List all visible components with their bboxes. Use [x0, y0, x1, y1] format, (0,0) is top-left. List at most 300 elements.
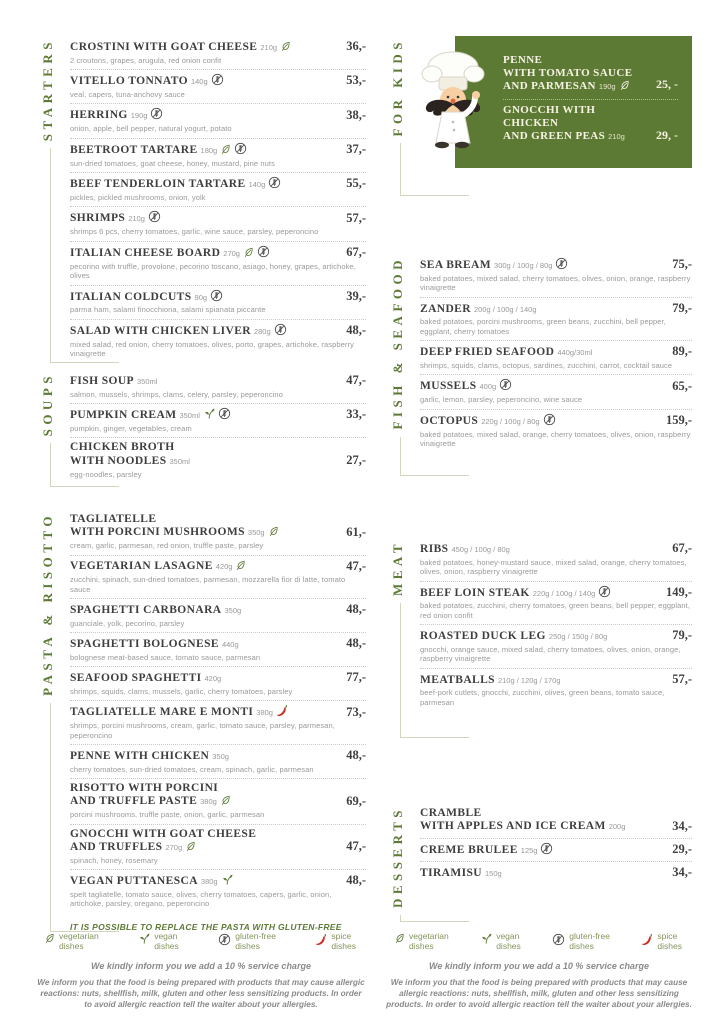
section-fish-rail — [386, 254, 420, 476]
vegetarian-icon — [235, 560, 246, 571]
section-soups — [36, 370, 366, 487]
item-price: 47,- — [346, 558, 366, 573]
menu-item-title-row — [420, 378, 692, 393]
section-label-fish-seafood: FISH & SEAFOOD — [390, 256, 405, 430]
item-title-text: PUMPKIN CREAM — [70, 409, 177, 422]
menu-item — [70, 36, 366, 70]
legend-label — [59, 932, 99, 952]
item-price: 77,- — [346, 670, 366, 685]
menu-item-title-row — [70, 670, 366, 685]
legend-label — [409, 932, 449, 952]
meat-item-list — [420, 538, 692, 738]
dish-type-legend — [386, 932, 692, 952]
item-title-line — [420, 413, 660, 428]
item-title — [70, 638, 340, 651]
menu-item — [70, 633, 366, 667]
item-description: onion, apple, bell pepper, natural yogurt, potato — [70, 124, 232, 134]
item-weight: 210g — [260, 42, 278, 52]
gluten-free-icon — [257, 245, 270, 258]
item-description: parma ham, salami finocchiona, salami spianata piccante — [70, 305, 266, 315]
item-title — [70, 513, 340, 540]
item-title-text: BEEF LOIN STEAK — [420, 586, 530, 599]
gluten-free-icon — [540, 842, 553, 855]
item-weight: 250g / 150g / 80g — [548, 632, 608, 642]
section-soups-rail — [36, 370, 70, 487]
section-pasta-risotto — [36, 510, 366, 932]
item-title-line — [70, 841, 340, 854]
menu-item — [70, 404, 366, 438]
section-meat-rail — [386, 538, 420, 738]
item-title-text: VITELLO TONNATO — [70, 75, 188, 88]
item-title — [70, 375, 340, 388]
item-price: 27,- — [346, 453, 366, 468]
menu-item — [70, 207, 366, 241]
gluten-free-replacement-note: IT IS POSSIBLE TO REPLACE THE PASTA WITH GLUTEN-FREE — [70, 922, 342, 932]
item-title-line — [70, 455, 340, 468]
item-description: veal, capers, tuna-anchovy sauce — [70, 89, 185, 99]
item-price: 34,- — [672, 818, 692, 833]
item-price: 48,- — [346, 748, 366, 763]
menu-item — [420, 341, 692, 375]
kids-content — [420, 36, 692, 196]
item-title-line — [70, 828, 340, 841]
item-description: spinach, honey, rosemary — [70, 855, 158, 865]
item-title-text: WITH TOMATO SAUCE — [503, 66, 633, 79]
section-label-soups: SOUPS — [40, 372, 55, 437]
vegetarian-icon — [220, 144, 231, 155]
desserts-item-list — [420, 804, 692, 922]
item-price: 47,- — [346, 839, 366, 854]
item-price: 39,- — [346, 288, 366, 303]
item-title-line — [420, 585, 660, 600]
gluten-free-icon — [268, 176, 281, 189]
menu-item — [70, 667, 366, 701]
item-weight: 380g — [256, 708, 273, 718]
menu-item — [420, 298, 692, 342]
menu-item — [420, 862, 692, 884]
item-weight: 270g — [165, 843, 183, 853]
item-title — [70, 176, 340, 191]
service-charge-note: We kindly inform you we add a 10 % service charge — [91, 960, 311, 971]
item-price: 79,- — [672, 300, 692, 315]
vegan-icon — [480, 933, 492, 945]
item-price: 89,- — [672, 344, 692, 359]
item-title-text: WITH PORCINI MUSHROOMS — [70, 526, 245, 539]
item-title-line — [70, 142, 340, 157]
item-title-text: ROASTED DUCK LEG — [420, 630, 546, 643]
item-description: baked potatoes, mixed salad, orange, cherry tomatoes, olives, onion, raspberry vinaigrette — [420, 429, 691, 449]
item-weight: 380g — [200, 877, 218, 887]
vegetarian-icon — [268, 526, 279, 537]
menu-column-left — [36, 0, 366, 1024]
item-title — [70, 142, 340, 157]
item-title-line — [420, 303, 666, 316]
item-title-text: SPAGHETTI BOLOGNESE — [70, 637, 219, 650]
item-title-text: FISH SOUP — [70, 374, 134, 387]
chef-mascot-illustration — [409, 50, 499, 152]
menu-item — [70, 286, 366, 320]
menu-item — [420, 538, 692, 582]
item-weight: 350g — [224, 605, 242, 615]
section-starters — [36, 36, 366, 363]
item-title — [70, 672, 340, 685]
item-description: mixed salad, red onion, cherry tomatoes, olives, porto, grapes, artichoke, raspberry vinaigrette — [70, 339, 354, 359]
vegan-icon — [221, 874, 233, 886]
section-meat — [386, 538, 692, 738]
menu-item-title-row — [70, 73, 366, 88]
item-title-line — [70, 638, 340, 651]
gluten-free-icon — [211, 73, 224, 86]
item-price: 25, - — [656, 77, 678, 92]
item-weight: 380g — [200, 797, 217, 807]
menu-item — [70, 242, 366, 286]
item-title-line — [420, 630, 666, 643]
item-title-line — [70, 323, 340, 338]
legend-label-line: spice — [657, 931, 678, 941]
spice-icon — [641, 933, 653, 946]
item-title-text: PENNE WITH CHICKEN — [70, 749, 210, 762]
legend-label — [235, 932, 276, 952]
vegan-icon — [203, 408, 215, 420]
item-description: pecorino with truffle, provolone, pecorino toscano, asiago, honey, grapes, artichoke, olives — [70, 261, 356, 281]
item-title — [70, 704, 340, 719]
item-title-line — [70, 245, 340, 260]
gluten-free-icon — [543, 413, 556, 426]
gluten-free-icon — [210, 289, 223, 302]
item-title-line — [70, 375, 340, 388]
item-price: 73,- — [346, 704, 366, 719]
spice-icon — [276, 704, 288, 717]
item-title-text: SHRIMPS — [70, 212, 126, 225]
item-title-line — [70, 704, 340, 719]
gluten-free-icon — [552, 933, 565, 946]
item-weight: 220g / 100g / 80g — [481, 416, 540, 426]
item-title-text: AND GREEN PEAS — [503, 129, 606, 142]
item-description: garlic, lemon, parsley, peperoncino, wine sauce — [420, 395, 583, 405]
item-description: baked potatoes, honey-mustard sauce, mixed salad, orange, cherry tomatoes, olives, onion, raspberry vinaigrette — [420, 557, 687, 577]
menu-item-title-row — [70, 39, 366, 54]
section-label-starters: STARTERS — [40, 38, 55, 142]
section-pasta-rail — [36, 510, 70, 932]
item-title — [420, 257, 666, 272]
legend-label — [496, 932, 521, 952]
item-title — [420, 674, 666, 687]
item-weight: 190g — [598, 81, 616, 91]
item-title — [70, 73, 340, 88]
menu-item-title-row — [70, 636, 366, 651]
allergy-note: We inform you that the food is being prepared with products that may cause allergic reactions: nuts, shellfish, milk, gluten and other less sensitizing products. In order to avoid allergic reaction tell the waiter about your allergies. — [37, 977, 365, 1009]
legend-label-line: gluten-free — [569, 931, 610, 941]
menu-item-title-row — [70, 782, 366, 809]
gluten-free-icon — [148, 210, 161, 223]
legend-label-line: vegetarian — [59, 931, 99, 941]
item-title-line — [70, 604, 340, 617]
item-weight: 450g / 100g / 80g — [451, 544, 510, 554]
item-price: 48,- — [346, 323, 366, 338]
menu-item — [70, 139, 366, 173]
menu-item — [420, 804, 692, 839]
section-label-pasta-risotto: PASTA & RISOTTO — [40, 512, 55, 696]
legend-label — [569, 932, 610, 952]
item-weight: 350ml — [169, 456, 190, 466]
menu-item — [70, 870, 366, 913]
vegetarian-icon — [280, 41, 291, 52]
fish-item-list — [420, 254, 692, 476]
vegan-icon — [138, 933, 150, 945]
legend-label — [154, 932, 179, 952]
item-title-text: CROSTINI WITH GOAT CHEESE — [70, 40, 258, 53]
item-title-line — [70, 782, 340, 795]
item-title-text: SEAFOOD SPAGHETTI — [70, 671, 202, 684]
menu-item-title-row — [70, 210, 366, 225]
item-title-line — [70, 513, 340, 526]
item-title-text: AND TRUFFLE PASTE — [70, 795, 198, 808]
item-title-line — [70, 750, 340, 763]
item-description: shrimps 6 pcs, cherry tomatoes, garlic, wine sauce, parsley, peperoncino — [70, 227, 319, 237]
gluten-free-icon — [218, 407, 231, 420]
item-price: 29,- — [672, 841, 692, 856]
item-title — [70, 107, 340, 122]
legend-entry-vegetarian — [44, 932, 99, 952]
item-weight: 270g — [223, 248, 240, 258]
menu-item — [70, 779, 366, 825]
item-title-line — [70, 73, 340, 88]
item-price: 37,- — [346, 142, 366, 157]
item-title-line — [70, 107, 340, 122]
item-title — [70, 441, 340, 468]
legend-label-line: dishes — [331, 940, 356, 951]
item-title — [70, 41, 340, 54]
item-weight: 190g — [130, 111, 148, 121]
item-price: 53,- — [346, 73, 366, 88]
item-weight: 140g — [248, 180, 266, 190]
item-weight: 180g — [200, 145, 218, 155]
item-weight: 350ml — [179, 411, 200, 421]
dish-type-legend — [36, 932, 366, 952]
item-title — [70, 828, 340, 855]
gluten-free-icon — [499, 378, 512, 391]
section-label-desserts: DESSERTS — [390, 806, 405, 909]
gluten-free-icon — [274, 323, 287, 336]
item-title-text: SALAD WITH CHICKEN LIVER — [70, 324, 251, 337]
item-title — [70, 750, 340, 763]
menu-item — [420, 625, 692, 669]
item-title-text: ITALIAN CHEESE BOARD — [70, 246, 221, 259]
section-for-kids — [386, 36, 692, 196]
item-title-text: WITH NOODLES — [70, 454, 167, 467]
item-title-line — [70, 210, 340, 225]
menu-item — [70, 510, 366, 556]
menu-item-title-row — [70, 142, 366, 157]
item-title — [420, 413, 660, 428]
item-title-line — [420, 674, 666, 687]
menu-item-title-row — [70, 373, 366, 388]
item-description: cream, garlic, parmesan, red onion, truffle paste, parsley — [70, 541, 264, 551]
item-weight: 200g / 100g / 140g — [473, 304, 537, 314]
item-title-text: TIRAMISU — [420, 866, 482, 879]
menu-item — [70, 320, 366, 363]
item-title-text: AND TRUFFLES — [70, 841, 163, 854]
item-description: gnocchi, orange sauce, mixed salad, cherry tomatoes, olives, onion, orange, raspberry vinaigrette — [420, 644, 681, 664]
legend-label — [331, 932, 356, 952]
legend-label-line: dishes — [59, 940, 84, 951]
item-price: 38,- — [346, 107, 366, 122]
item-description: guanciale, yolk, pecorino, parsley — [70, 618, 185, 628]
item-title-line — [420, 346, 666, 359]
menu-item-title-row — [420, 257, 692, 272]
vegetarian-icon — [44, 933, 55, 944]
item-title — [503, 104, 650, 142]
item-price: 33,- — [346, 407, 366, 422]
menu-item — [420, 582, 692, 626]
menu-item — [70, 104, 366, 138]
menu-item-title-row — [420, 865, 692, 880]
menu-item — [70, 599, 366, 633]
item-title — [503, 54, 650, 92]
item-title-line — [420, 543, 666, 556]
item-description: spelt tagliatelle, tomato sauce, olives, cherry tomatoes, capers, garlic, onion, artichoke, parsley, oregano, peperoncino — [70, 889, 332, 909]
item-weight: 210g — [608, 131, 625, 141]
item-title-text: VEGETARIAN LASAGNE — [70, 560, 213, 573]
menu-item — [420, 839, 692, 862]
item-weight: 90g — [194, 292, 208, 302]
item-weight: 220g / 100g / 140g — [532, 588, 596, 598]
legend-label-line: dishes — [657, 940, 682, 951]
item-title-line — [70, 407, 340, 422]
item-title-line — [503, 67, 650, 80]
menu-item — [70, 370, 366, 404]
legend-entry-vegan — [480, 932, 521, 952]
legend-label-line: spice — [331, 931, 352, 941]
item-description: 2 croutons, grapes, arugula, red onion confit — [70, 55, 222, 65]
item-title — [420, 867, 666, 880]
item-weight: 350ml — [137, 376, 158, 386]
menu-item-title-row — [70, 107, 366, 122]
item-title-text: ZANDER — [420, 302, 471, 315]
item-title — [420, 842, 666, 857]
footer-left — [36, 932, 366, 1010]
menu-item-title-row — [70, 602, 366, 617]
vegetarian-icon — [243, 247, 254, 258]
vegetarian-icon — [394, 933, 405, 944]
item-description: shrimps, porcini mushrooms, cream, garlic, tomato sauce, parsley, parmesan, peperoncino — [70, 721, 335, 740]
item-price: 69,- — [346, 793, 366, 808]
menu-item-title-row — [420, 344, 692, 359]
item-title-line — [70, 560, 340, 573]
menu-item — [70, 556, 366, 600]
item-price: 34,- — [672, 864, 692, 879]
menu-item — [503, 100, 678, 149]
item-title-line — [420, 807, 666, 820]
item-title-line — [503, 54, 650, 67]
item-title-text: PENNE — [503, 54, 543, 66]
item-price: 75,- — [672, 257, 692, 272]
legend-entry-gluten-free — [218, 932, 276, 952]
vegetarian-icon — [619, 80, 630, 91]
item-description: shrimps, squids, clams, octopus, sardines, zucchini, carrot, cocktail sauce — [420, 360, 673, 370]
item-title — [420, 378, 666, 393]
item-description: pickles, pickled mushrooms, onion, yolk — [70, 192, 206, 202]
item-price: 159,- — [665, 413, 692, 428]
item-weight: 400g — [479, 382, 497, 392]
menu-item — [420, 669, 692, 712]
item-title-line — [70, 176, 340, 191]
item-weight: 140g — [190, 77, 208, 87]
item-title-line — [70, 289, 340, 304]
item-weight: 440g/30ml — [557, 348, 593, 358]
item-title-text: TAGLIATELLE MARE E MONTI — [70, 706, 254, 719]
gluten-free-icon — [218, 933, 231, 946]
item-title-text: CRAMBLE — [420, 807, 482, 819]
item-title — [70, 782, 340, 809]
menu-item — [420, 254, 692, 298]
legend-entry-spice — [315, 932, 356, 952]
item-weight: 350g — [247, 528, 265, 538]
menu-item — [420, 410, 692, 453]
item-price: 48,- — [346, 602, 366, 617]
item-title-line — [420, 842, 666, 857]
item-description: baked potatoes, porcini mushrooms, green beans, zucchini, bell pepper, eggplant, cherry tomatoes — [420, 317, 666, 336]
legend-label-line: dishes — [154, 940, 179, 951]
legend-label-line: dishes — [235, 940, 260, 951]
item-weight: 350g — [212, 751, 229, 761]
menu-item-title-row — [420, 413, 692, 428]
pasta-item-list — [70, 510, 366, 913]
item-title-text: SEA BREAM — [420, 259, 492, 271]
item-title-line — [70, 441, 340, 454]
item-title-text: OCTOPUS — [420, 414, 479, 427]
section-desserts-rail — [386, 804, 420, 922]
menu-item — [503, 50, 678, 100]
pasta-content — [70, 510, 366, 932]
menu-item-title-row — [70, 441, 366, 468]
item-title — [70, 560, 340, 573]
item-title — [420, 303, 666, 316]
item-title — [420, 807, 666, 834]
menu-item — [70, 745, 366, 779]
menu-item-title-row — [420, 301, 692, 316]
item-description: baked potatoes, mixed salad, cherry tomatoes, olives, onion, orange, raspberry vinaigrette — [420, 273, 691, 293]
section-starters-rail — [36, 36, 70, 363]
legend-label — [657, 932, 682, 952]
item-price: 55,- — [346, 176, 366, 191]
item-price: 36,- — [346, 39, 366, 53]
menu-item-title-row — [70, 513, 366, 540]
item-title-line — [420, 820, 666, 833]
menu-item-title-row — [420, 585, 692, 600]
item-price: 47,- — [346, 373, 366, 387]
item-weight: 280g — [253, 326, 271, 336]
section-label-meat: MEAT — [390, 540, 405, 597]
item-price: 67,- — [672, 541, 692, 555]
gluten-free-icon — [150, 107, 163, 120]
gluten-free-icon — [555, 257, 568, 270]
item-title — [70, 245, 340, 260]
item-title-text: MEATBALLS — [420, 673, 495, 686]
kids-menu-green-box — [455, 36, 692, 168]
item-description: baked potatoes, zucchini, cherry tomatoes, green beans, bell pepper, eggplant, red onion confit — [420, 601, 691, 620]
menu-item-title-row — [70, 828, 366, 855]
menu-item-title-row — [420, 672, 692, 687]
item-title-line — [503, 130, 650, 143]
item-title — [70, 874, 340, 888]
item-price: 67,- — [346, 245, 366, 260]
legend-entry-gluten-free — [552, 932, 610, 952]
item-price: 65,- — [672, 378, 692, 393]
item-title-line — [420, 867, 666, 880]
item-title — [70, 604, 340, 617]
item-title — [420, 630, 666, 643]
